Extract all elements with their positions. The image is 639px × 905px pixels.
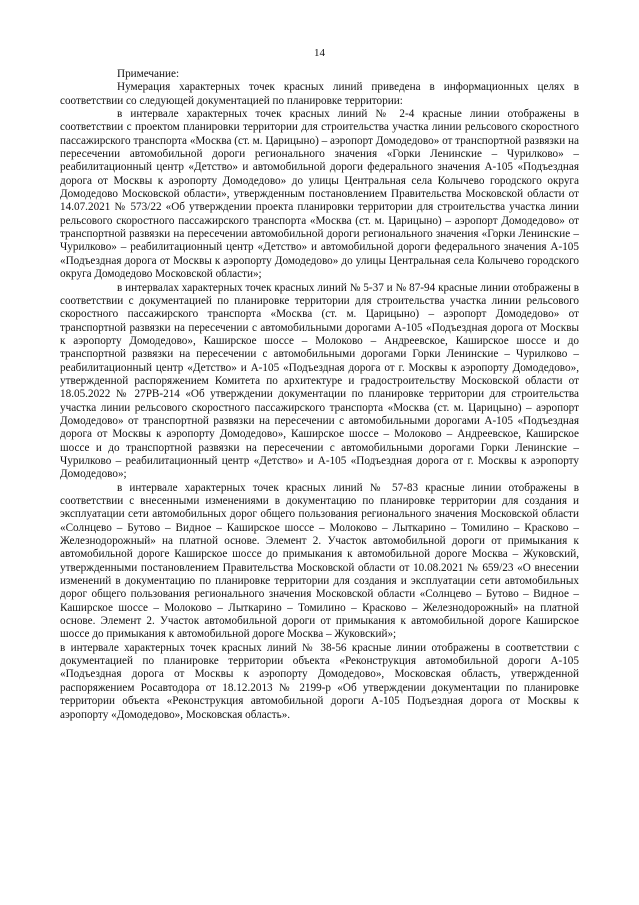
paragraph-points-57-83: в интервале характерных точек красных линий № 57-83 красные линии отображены в соответствии с внесенными изменениями в документацию по планировке территории для создания и эксплуатации сети автомобильных дорог общего пользования регионального значения Московской области «Солнцево – Бутово – Видное – Каширское шоссе – Молоково – Лыткарино – Томилино – Красково – Железнодорожный» на платной основе. Элемент 2. Участок автомобильной дороги от примыкания к автомобильной дороге Каширское шоссе до примыкания к автомобильной дороге Москва – Жуковский, утвержденными постановлением Правительства Московской области от 10.08.2021 № 659/23 «О внесении изменений в документацию по планировке территории для создания и эксплуатации сети автомобильных дорог общего пользования регионального значения Московской области «Солнцево – Бутово – Видное – Каширское шоссе – Молоково – Лыткарино – Томилино – Красково – Железнодорожный» на платной основе. Элемент 2. Участок автомобильной дороги от примыкания к автомобильной дороге Каширское шоссе до примыкания к автомобильной дороге Москва – Жуковский»; — [60, 481, 579, 641]
note-title: Примечание: — [117, 68, 180, 80]
paragraph-points-2-4: в интервале характерных точек красных линий № 2-4 красные линии отображены в соответствии с проектом планировки территории для строительства участка линии рельсового скоростного пассажирского транспорта «Москва (ст. м. Царицыно) – аэропорт Домодедово» от транспортной развязки на пересечении автомобильной дороги регионального значения «Горки Ленинские – Чурилково» – реабилитационный центр «Детство» и автомобильной дороги федерального значения А-105 «Подъездная дорога от Москвы к аэропорту Домодедово» до улицы Центральная села Колычево городского округа Домодедово Московской области», утвержденным постановлением Правительства Московской области от 14.07.2021 № 573/22 «Об утверждении проекта планировки территории для строительства участка линии рельсового скоростного пассажирского транспорта «Москва (ст. м. Царицыно) – аэропорт Домодедово» от транспортной развязки на пересечении автомобильной дороги регионального значения «Горки Ленинские – Чурилково» – реабилитационный центр «Детство» и автомобильной дороги федерального значения А-105 «Подъездная дорога от Москвы к аэропорту Домодедово» до улицы Центральная села Колычево городского округа Домодедово Московской области»; — [60, 108, 579, 281]
paragraph-points-5-37-87-94: в интервалах характерных точек красных линий № 5-37 и № 87-94 красные линии отображены в соответствии с документацией по планировке территории для строительства участка линии рельсового скоростного пассажирского транспорта «Москва (ст. м. Царицыно) – аэропорт Домодедово» от транспортной развязки на пересечении с автомобильными дорогами А-105 «Подъездная дорога от Москвы к аэропорту Домодедово», Каширское шоссе – Молоково – Андреевское, Каширское шоссе и до транспортной развязки на пересечении с автомобильными дорогами Горки Ленинские – Чурилково – реабилитационный центр «Детство» и А-105 «Подъездная дорога от г. Москвы к аэропорту Домодедово», утвержденной распоряжением Комитета по архитектуре и градостроительству Московской области от 18.05.2022 № 27РВ-214 «Об утверждении документации по планировке территории для строительства участка линии рельсового скоростного пассажирского транспорта «Москва (ст. м. Царицыно) – аэропорт Домодедово» от транспортной развязки на пересечении с автомобильными дорогами А-105 «Подъездная дорога от Москвы к аэропорту Домодедово», Каширское шоссе – Молоково – Андреевское, Каширское шоссе и до транспортной развязки на пересечении с автомобильными дорогами Горки Ленинские – Чурилково – реабилитационный центр «Детство» и А-105 «Подъездная дорога от г. Москвы к аэропорту Домодедово»; — [60, 281, 579, 481]
document-body — [60, 68, 579, 722]
page-number: 14 — [314, 47, 325, 59]
paragraph-points-38-56: в интервале характерных точек красных линий № 38-56 красные линии отображены в соответствии с документацией по планировке территории объекта «Реконструкция автомобильной дороги А-105 «Подъездная дорога от Москвы к аэропорту Домодедово», Московская область, утвержденной распоряжением Росавтодора от 18.12.2013 № 2199-р «Об утверждении документации по планировке территории объекта «Реконструкция автомобильной дороги А-105 Подъездная дорога от Москвы к аэропорту «Домодедово», Московская область». — [60, 641, 579, 721]
paragraph-intro: Нумерация характерных точек красных линий приведена в информационных целях в соответствии со следующей документацией по планировке территории: — [60, 81, 579, 107]
